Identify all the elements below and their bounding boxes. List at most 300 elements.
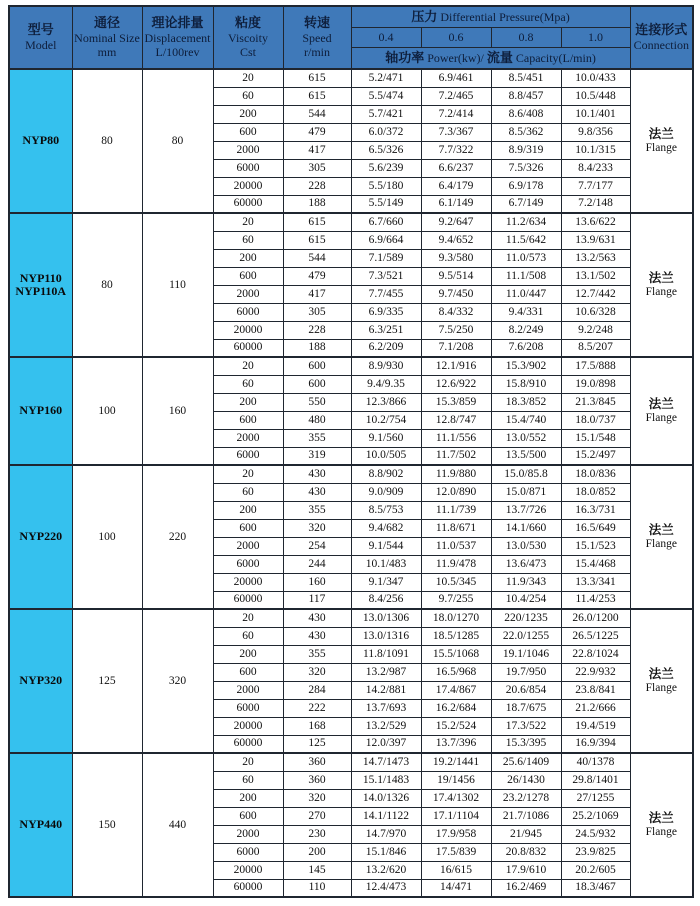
power-capacity-cell: 15.4/740 <box>491 411 561 429</box>
power-capacity-cell: 18.0/1270 <box>421 609 491 627</box>
speed-cell: 222 <box>283 699 351 717</box>
power-capacity-cell: 11.1/556 <box>421 429 491 447</box>
col-header-displacement <box>142 6 213 69</box>
power-capacity-cell: 21.3/845 <box>561 393 630 411</box>
table-row <box>9 213 693 231</box>
viscosity-cell: 6000 <box>213 555 283 573</box>
viscosity-cell: 60 <box>213 627 283 645</box>
power-capacity-cell: 40/1378 <box>561 753 630 771</box>
displacement-cell: 320 <box>142 609 213 753</box>
speed-cell: 305 <box>283 303 351 321</box>
connection-en: Flange <box>645 411 677 424</box>
power-capacity-cell: 12.0/890 <box>421 483 491 501</box>
power-capacity-cell: 15.3/859 <box>421 393 491 411</box>
speed-cell: 305 <box>283 159 351 177</box>
power-capacity-cell: 9.5/514 <box>421 267 491 285</box>
model-cell <box>9 609 72 753</box>
power-capacity-cell: 15.8/910 <box>491 375 561 393</box>
power-en: Power(kw)/ <box>427 50 484 65</box>
speed-cell: 355 <box>283 645 351 663</box>
power-capacity-cell: 11.1/739 <box>421 501 491 519</box>
power-capacity-cell: 11.9/478 <box>421 555 491 573</box>
power-capacity-cell: 10.0/433 <box>561 69 630 87</box>
viscosity-cell: 20000 <box>213 717 283 735</box>
viscosity-cell: 600 <box>213 267 283 285</box>
power-capacity-cell: 7.1/208 <box>421 339 491 357</box>
col-header-model-zh: 型号 <box>27 22 54 38</box>
col-header-model-en: Model <box>25 38 57 53</box>
power-capacity-cell: 9.4/9.35 <box>351 375 421 393</box>
connection-en: Flange <box>645 825 677 838</box>
connection-en: Flange <box>645 537 677 550</box>
pressure-col-0.8: 0.8 <box>491 27 561 47</box>
power-capacity-cell: 12.1/916 <box>421 357 491 375</box>
viscosity-cell: 20 <box>213 609 283 627</box>
power-capacity-cell: 6.7/149 <box>491 195 561 213</box>
power-capacity-cell: 8.5/753 <box>351 501 421 519</box>
power-capacity-cell: 13.7/726 <box>491 501 561 519</box>
col-header-speed <box>283 6 351 69</box>
speed-cell: 355 <box>283 429 351 447</box>
speed-cell: 320 <box>283 663 351 681</box>
power-capacity-cell: 26.0/1200 <box>561 609 630 627</box>
displacement-cell: 440 <box>142 753 213 897</box>
connection-cell <box>630 69 693 213</box>
power-capacity-cell: 18.0/852 <box>561 483 630 501</box>
power-capacity-cell: 15.2/497 <box>561 447 630 465</box>
viscosity-cell: 200 <box>213 105 283 123</box>
pressure-group-en: Differential Pressure(Mpa) <box>440 9 570 24</box>
model-name: NYP220 <box>19 529 63 544</box>
power-capacity-cell: 19.0/898 <box>561 375 630 393</box>
power-capacity-cell: 5.5/149 <box>351 195 421 213</box>
power-capacity-cell: 25.6/1409 <box>491 753 561 771</box>
power-capacity-cell: 26.5/1225 <box>561 627 630 645</box>
power-capacity-cell: 8.4/332 <box>421 303 491 321</box>
power-capacity-cell: 13.0/530 <box>491 537 561 555</box>
col-header-displacement-en: Displacement <box>144 30 211 45</box>
connection-zh: 法兰 <box>648 666 674 681</box>
power-capacity-cell: 17.5/888 <box>561 357 630 375</box>
col-header-speed-zh: 转速 <box>303 14 330 30</box>
speed-cell: 319 <box>283 447 351 465</box>
pressure-group-zh: 压力 <box>411 8 438 24</box>
viscosity-cell: 2000 <box>213 825 283 843</box>
power-capacity-cell: 17.9/610 <box>491 861 561 879</box>
speed-cell: 544 <box>283 249 351 267</box>
power-capacity-cell: 16.9/394 <box>561 735 630 753</box>
power-zh: 轴功率 <box>385 49 425 65</box>
speed-cell: 615 <box>283 231 351 249</box>
speed-cell: 360 <box>283 771 351 789</box>
power-capacity-cell: 15.0/871 <box>491 483 561 501</box>
power-capacity-cell: 18.3/467 <box>561 879 630 897</box>
power-capacity-cell: 14.0/1326 <box>351 789 421 807</box>
power-capacity-cell: 9.1/347 <box>351 573 421 591</box>
col-header-displacement-zh: 理论排量 <box>151 14 204 30</box>
model-name: NYP80 <box>22 133 60 148</box>
connection-cell <box>630 465 693 609</box>
table-row <box>9 753 693 771</box>
power-capacity-cell: 7.5/250 <box>421 321 491 339</box>
speed-cell: 145 <box>283 861 351 879</box>
power-capacity-cell: 5.5/474 <box>351 87 421 105</box>
power-capacity-cell: 10.1/315 <box>561 141 630 159</box>
viscosity-cell: 60000 <box>213 879 283 897</box>
col-header-nominal-size <box>72 6 142 69</box>
viscosity-cell: 600 <box>213 123 283 141</box>
viscosity-cell: 20000 <box>213 573 283 591</box>
power-capacity-cell: 15.1/548 <box>561 429 630 447</box>
power-capacity-cell: 12.4/473 <box>351 879 421 897</box>
nominal-size-cell: 100 <box>72 465 142 609</box>
power-capacity-cell: 6.9/178 <box>491 177 561 195</box>
power-capacity-cell: 15.2/524 <box>421 717 491 735</box>
power-capacity-cell: 11.8/1091 <box>351 645 421 663</box>
spec-table-body <box>9 69 693 897</box>
pressure-col-1.0: 1.0 <box>561 27 630 47</box>
power-capacity-cell: 27/1255 <box>561 789 630 807</box>
power-capacity-cell: 13.7/396 <box>421 735 491 753</box>
power-capacity-cell: 5.2/471 <box>351 69 421 87</box>
col-header-connection-zh: 连接形式 <box>635 22 688 38</box>
speed-cell: 430 <box>283 627 351 645</box>
viscosity-cell: 6000 <box>213 843 283 861</box>
speed-cell: 417 <box>283 141 351 159</box>
speed-cell: 200 <box>283 843 351 861</box>
pressure-col-0.6: 0.6 <box>421 27 491 47</box>
capacity-zh: 流量 <box>486 49 513 65</box>
col-header-displacement-unit: L/100rev <box>155 45 200 60</box>
power-capacity-cell: 9.7/255 <box>421 591 491 609</box>
power-capacity-cell: 8.8/457 <box>491 87 561 105</box>
viscosity-cell: 60000 <box>213 591 283 609</box>
power-capacity-cell: 15.4/468 <box>561 555 630 573</box>
power-capacity-cell: 11.0/447 <box>491 285 561 303</box>
col-header-speed-en: Speed <box>302 30 332 45</box>
power-capacity-cell: 16.2/469 <box>491 879 561 897</box>
speed-cell: 228 <box>283 321 351 339</box>
power-capacity-cell: 220/1235 <box>491 609 561 627</box>
displacement-cell: 80 <box>142 69 213 213</box>
power-capacity-cell: 12.0/397 <box>351 735 421 753</box>
power-capacity-cell: 17.4/1302 <box>421 789 491 807</box>
power-capacity-cell: 13.0/552 <box>491 429 561 447</box>
speed-cell: 228 <box>283 177 351 195</box>
model-name: NYP440 <box>19 817 63 832</box>
power-capacity-cell: 5.5/180 <box>351 177 421 195</box>
power-capacity-cell: 10.0/505 <box>351 447 421 465</box>
speed-cell: 284 <box>283 681 351 699</box>
power-capacity-cell: 9.8/356 <box>561 123 630 141</box>
power-capacity-cell: 16.5/968 <box>421 663 491 681</box>
col-header-connection <box>630 6 693 69</box>
viscosity-cell: 6000 <box>213 303 283 321</box>
viscosity-cell: 20000 <box>213 321 283 339</box>
viscosity-cell: 60 <box>213 771 283 789</box>
speed-cell: 615 <box>283 213 351 231</box>
power-capacity-cell: 7.5/326 <box>491 159 561 177</box>
speed-cell: 230 <box>283 825 351 843</box>
power-capacity-cell: 13.1/502 <box>561 267 630 285</box>
pressure-col-0.4: 0.4 <box>351 27 421 47</box>
power-capacity-cell: 6.3/251 <box>351 321 421 339</box>
table-row <box>9 609 693 627</box>
power-capacity-cell: 17.9/958 <box>421 825 491 843</box>
connection-en: Flange <box>645 285 677 298</box>
table-header <box>9 6 693 69</box>
power-capacity-cell: 6.7/660 <box>351 213 421 231</box>
connection-cell <box>630 609 693 753</box>
speed-cell: 430 <box>283 465 351 483</box>
power-capacity-cell: 22.8/1024 <box>561 645 630 663</box>
model-name: NYP160 <box>19 403 63 418</box>
power-capacity-cell: 22.0/1255 <box>491 627 561 645</box>
col-header-pressure-group <box>351 6 630 27</box>
viscosity-cell: 60 <box>213 375 283 393</box>
power-capacity-cell: 13.3/341 <box>561 573 630 591</box>
power-capacity-cell: 19.2/1441 <box>421 753 491 771</box>
power-capacity-cell: 11.5/642 <box>491 231 561 249</box>
power-capacity-cell: 7.7/322 <box>421 141 491 159</box>
viscosity-cell: 600 <box>213 411 283 429</box>
col-header-speed-unit: r/min <box>304 45 330 60</box>
power-capacity-cell: 9.2/248 <box>561 321 630 339</box>
power-capacity-cell: 13.2/987 <box>351 663 421 681</box>
speed-cell: 360 <box>283 753 351 771</box>
power-capacity-cell: 14.7/970 <box>351 825 421 843</box>
model-cell <box>9 69 72 213</box>
model-name: NYP320 <box>19 673 63 688</box>
power-capacity-cell: 13.5/500 <box>491 447 561 465</box>
power-capacity-cell: 13.9/631 <box>561 231 630 249</box>
power-capacity-cell: 11.8/671 <box>421 519 491 537</box>
speed-cell: 244 <box>283 555 351 573</box>
power-capacity-cell: 6.9/664 <box>351 231 421 249</box>
table-row <box>9 465 693 483</box>
speed-cell: 110 <box>283 879 351 897</box>
speed-cell: 355 <box>283 501 351 519</box>
power-capacity-cell: 7.2/148 <box>561 195 630 213</box>
viscosity-cell: 20 <box>213 465 283 483</box>
power-capacity-cell: 22.9/932 <box>561 663 630 681</box>
viscosity-cell: 2000 <box>213 681 283 699</box>
connection-cell <box>630 357 693 465</box>
model-cell <box>9 357 72 465</box>
power-capacity-cell: 17.4/867 <box>421 681 491 699</box>
model-name: NYP110 <box>19 270 62 285</box>
power-capacity-cell: 6.5/326 <box>351 141 421 159</box>
connection-cell <box>630 753 693 897</box>
power-capacity-cell: 6.9/335 <box>351 303 421 321</box>
power-capacity-cell: 6.4/179 <box>421 177 491 195</box>
nominal-size-cell: 125 <box>72 609 142 753</box>
speed-cell: 615 <box>283 87 351 105</box>
viscosity-cell: 2000 <box>213 285 283 303</box>
power-capacity-cell: 13.6/622 <box>561 213 630 231</box>
col-header-nominal-size-zh: 通径 <box>93 14 120 30</box>
speed-cell: 270 <box>283 807 351 825</box>
power-capacity-cell: 9.1/544 <box>351 537 421 555</box>
speed-cell: 320 <box>283 789 351 807</box>
viscosity-cell: 200 <box>213 645 283 663</box>
power-capacity-cell: 6.2/209 <box>351 339 421 357</box>
col-header-viscosity-unit: Cst <box>239 45 256 60</box>
power-capacity-cell: 11.1/508 <box>491 267 561 285</box>
power-capacity-cell: 16/615 <box>421 861 491 879</box>
power-capacity-cell: 8.5/207 <box>561 339 630 357</box>
power-capacity-cell: 20.8/832 <box>491 843 561 861</box>
model-cell <box>9 753 72 897</box>
power-capacity-subheader <box>351 47 630 69</box>
power-capacity-cell: 9.4/682 <box>351 519 421 537</box>
power-capacity-cell: 14.1/1122 <box>351 807 421 825</box>
speed-cell: 188 <box>283 195 351 213</box>
power-capacity-cell: 8.5/451 <box>491 69 561 87</box>
power-capacity-cell: 18.0/737 <box>561 411 630 429</box>
power-capacity-cell: 20.2/605 <box>561 861 630 879</box>
power-capacity-cell: 10.2/754 <box>351 411 421 429</box>
power-capacity-cell: 15.5/1068 <box>421 645 491 663</box>
speed-cell: 480 <box>283 411 351 429</box>
power-capacity-cell: 13.0/1316 <box>351 627 421 645</box>
viscosity-cell: 600 <box>213 807 283 825</box>
power-capacity-cell: 6.9/461 <box>421 69 491 87</box>
viscosity-cell: 60 <box>213 231 283 249</box>
power-capacity-cell: 7.6/208 <box>491 339 561 357</box>
power-capacity-cell: 5.7/421 <box>351 105 421 123</box>
pump-spec-table <box>8 5 694 898</box>
power-capacity-cell: 13.2/620 <box>351 861 421 879</box>
power-capacity-cell: 7.3/521 <box>351 267 421 285</box>
power-capacity-cell: 9.4/331 <box>491 303 561 321</box>
viscosity-cell: 600 <box>213 519 283 537</box>
col-header-nominal-size-unit: mm <box>97 45 117 60</box>
power-capacity-cell: 13.0/1306 <box>351 609 421 627</box>
power-capacity-cell: 17.3/522 <box>491 717 561 735</box>
capacity-en: Capacity(L/min) <box>515 50 596 65</box>
viscosity-cell: 200 <box>213 393 283 411</box>
table-row <box>9 357 693 375</box>
connection-cell <box>630 213 693 357</box>
power-capacity-cell: 15.1/1483 <box>351 771 421 789</box>
col-header-nominal-size-en: Nominal Size <box>74 30 140 45</box>
power-capacity-cell: 5.6/239 <box>351 159 421 177</box>
power-capacity-cell: 12.8/747 <box>421 411 491 429</box>
power-capacity-cell: 13.2/529 <box>351 717 421 735</box>
speed-cell: 600 <box>283 375 351 393</box>
power-capacity-cell: 14/471 <box>421 879 491 897</box>
speed-cell: 430 <box>283 609 351 627</box>
model-cell <box>9 213 72 357</box>
viscosity-cell: 6000 <box>213 699 283 717</box>
connection-zh: 法兰 <box>648 522 674 537</box>
power-capacity-cell: 26/1430 <box>491 771 561 789</box>
power-capacity-cell: 25.2/1069 <box>561 807 630 825</box>
power-capacity-cell: 6.1/149 <box>421 195 491 213</box>
power-capacity-cell: 12.3/866 <box>351 393 421 411</box>
viscosity-cell: 6000 <box>213 447 283 465</box>
power-capacity-cell: 11.9/343 <box>491 573 561 591</box>
power-capacity-cell: 8.6/408 <box>491 105 561 123</box>
power-capacity-cell: 9.2/647 <box>421 213 491 231</box>
power-capacity-cell: 21/945 <box>491 825 561 843</box>
connection-zh: 法兰 <box>648 270 674 285</box>
power-capacity-cell: 15.3/395 <box>491 735 561 753</box>
power-capacity-cell: 10.5/345 <box>421 573 491 591</box>
nominal-size-cell: 100 <box>72 357 142 465</box>
connection-zh: 法兰 <box>648 126 674 141</box>
power-capacity-cell: 16.5/649 <box>561 519 630 537</box>
speed-cell: 600 <box>283 357 351 375</box>
power-capacity-cell: 7.2/414 <box>421 105 491 123</box>
viscosity-cell: 20000 <box>213 177 283 195</box>
power-capacity-cell: 16.2/684 <box>421 699 491 717</box>
power-capacity-cell: 21.7/1086 <box>491 807 561 825</box>
power-capacity-cell: 9.3/580 <box>421 249 491 267</box>
power-capacity-cell: 15.0/85.8 <box>491 465 561 483</box>
power-capacity-cell: 8.8/902 <box>351 465 421 483</box>
power-capacity-cell: 8.2/249 <box>491 321 561 339</box>
power-capacity-cell: 10.1/483 <box>351 555 421 573</box>
power-capacity-cell: 24.5/932 <box>561 825 630 843</box>
power-capacity-cell: 19.1/1046 <box>491 645 561 663</box>
speed-cell: 615 <box>283 69 351 87</box>
power-capacity-cell: 20.6/854 <box>491 681 561 699</box>
power-capacity-cell: 23.8/841 <box>561 681 630 699</box>
nominal-size-cell: 80 <box>72 213 142 357</box>
power-capacity-cell: 10.4/254 <box>491 591 561 609</box>
power-capacity-cell: 8.4/233 <box>561 159 630 177</box>
viscosity-cell: 2000 <box>213 537 283 555</box>
displacement-cell: 160 <box>142 357 213 465</box>
power-capacity-cell: 18.0/836 <box>561 465 630 483</box>
power-capacity-cell: 14.7/1473 <box>351 753 421 771</box>
power-capacity-cell: 11.2/634 <box>491 213 561 231</box>
power-capacity-cell: 12.7/442 <box>561 285 630 303</box>
speed-cell: 117 <box>283 591 351 609</box>
power-capacity-cell: 11.4/253 <box>561 591 630 609</box>
power-capacity-cell: 21.2/666 <box>561 699 630 717</box>
power-capacity-cell: 14.2/881 <box>351 681 421 699</box>
viscosity-cell: 60000 <box>213 735 283 753</box>
power-capacity-cell: 13.6/473 <box>491 555 561 573</box>
viscosity-cell: 20000 <box>213 861 283 879</box>
nominal-size-cell: 80 <box>72 69 142 213</box>
power-capacity-cell: 11.9/880 <box>421 465 491 483</box>
displacement-cell: 220 <box>142 465 213 609</box>
col-header-viscosity-zh: 粘度 <box>234 14 261 30</box>
power-capacity-cell: 15.1/846 <box>351 843 421 861</box>
power-capacity-cell: 18.3/852 <box>491 393 561 411</box>
power-capacity-cell: 10.1/401 <box>561 105 630 123</box>
power-capacity-cell: 13.2/563 <box>561 249 630 267</box>
power-capacity-cell: 19.4/519 <box>561 717 630 735</box>
power-capacity-cell: 7.3/367 <box>421 123 491 141</box>
power-capacity-cell: 13.7/693 <box>351 699 421 717</box>
power-capacity-cell: 15.1/523 <box>561 537 630 555</box>
power-capacity-cell: 8.9/930 <box>351 357 421 375</box>
connection-en: Flange <box>645 681 677 694</box>
power-capacity-cell: 18.7/675 <box>491 699 561 717</box>
speed-cell: 188 <box>283 339 351 357</box>
speed-cell: 254 <box>283 537 351 555</box>
col-header-viscosity-en: Viscoity <box>228 30 268 45</box>
viscosity-cell: 200 <box>213 501 283 519</box>
table-row <box>9 69 693 87</box>
power-capacity-cell: 8.5/362 <box>491 123 561 141</box>
viscosity-cell: 200 <box>213 249 283 267</box>
